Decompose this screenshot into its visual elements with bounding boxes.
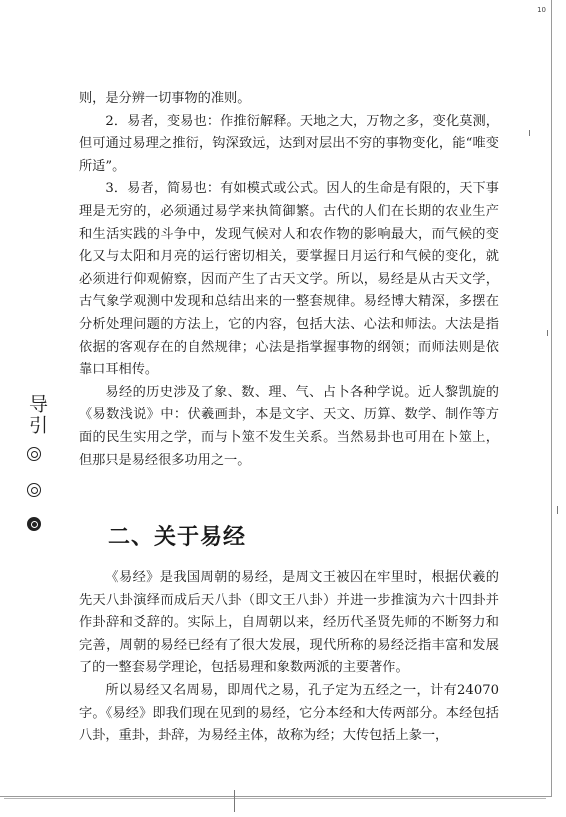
section-paragraph-2: 所以易经又名周易，即周代之易，孔子定为五经之一，计有24070字。《易经》即我们现在见到的易经，它分本经和大传两部分。本经包括八卦，重卦，卦辞，为易经主体，故称为经；大传包括上彖一， bbox=[79, 682, 499, 744]
body-text-section bbox=[79, 567, 499, 748]
page-number: 10 bbox=[537, 6, 546, 14]
footer-tick-mark bbox=[234, 790, 235, 812]
paragraph-4: 易经的历史涉及了象、数、理、气、占卜各种学说。近人黎凯旋的《易数浅说》中：伏羲画卦，本是文字、天文、历算、数学、制作等方面的民生实用之学，而与卜筮不发生关系。当然易卦也可用在卜筮上，但那只是易经很多功用之一。 bbox=[79, 384, 499, 468]
footer-rule bbox=[4, 798, 546, 799]
circle-marker-icon bbox=[27, 447, 41, 461]
scan-mark bbox=[547, 330, 548, 336]
section-paragraph-1: 《易经》是我国周朝的易经，是周文王被囚在牢里时，根据伏羲的先天八卦演绎而成后天八卦（即文王八卦）并进一步推演为六十四卦并作卦辞和爻辞的。实际上，自周朝以来，经历代圣贤先师的不断努力和完善，周朝的易经已经有了很大发展，现代所称的易经泛指丰富和发展了的一整套易学理论，包括易理和象数两派的主要著作。 bbox=[79, 570, 499, 676]
paragraph-3: 3．易者，简易也：有如模式或公式。因人的生命是有限的，天下事理是无穷的，必须通过易学来执简御繁。古代的人们在长期的农业生产和生活实践的斗争中，发现气候对人和农作物的影响最大，而气候的变化又与太阳和月亮的运行密切相关，要掌握日月运行和气候的变化，就必须进行仰观俯察，因而产生了古天文学。所以，易经是从古天文学，古气象学观测中发现和总结出来的一整套规律。易经博大精深，多摆在分析处理问题的方法上，它的内容，包括大法、心法和师法。大法是指依据的客观存在的自然规律；心法是指掌握事物的纲领；而师法则是依靠口耳相传。 bbox=[79, 181, 499, 378]
section-heading: 二、关于易经 bbox=[108, 524, 247, 550]
filled-circle-marker-icon bbox=[27, 517, 41, 531]
circle-marker-icon bbox=[27, 483, 41, 497]
paragraph-2: 2．易者，变易也：作推衍解释。天地之大，万物之多，变化莫测，但可通过易理之推衍，钩深致远，达到对层出不穷的事物变化，能“唯变所适”。 bbox=[79, 113, 499, 174]
body-text-top bbox=[79, 88, 499, 472]
paragraph-1: 则，是分辨一切事物的准则。 bbox=[79, 91, 251, 106]
side-chapter-label: 导引 bbox=[26, 394, 48, 436]
scan-mark bbox=[529, 130, 530, 136]
scan-mark bbox=[557, 506, 558, 514]
